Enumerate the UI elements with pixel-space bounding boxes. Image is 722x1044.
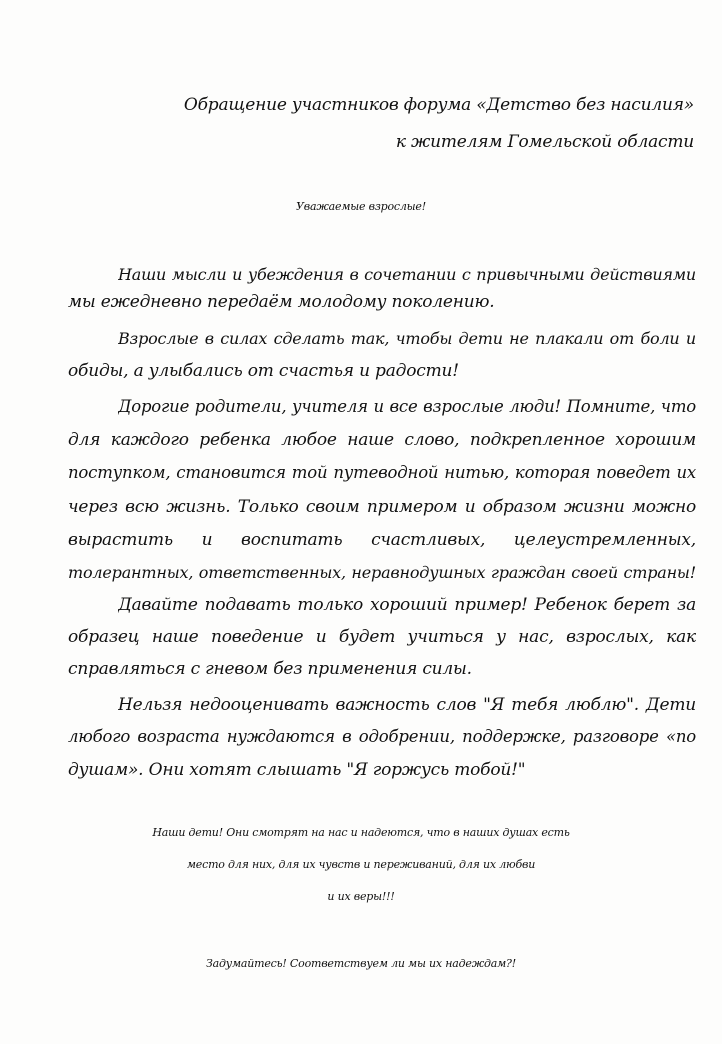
paragraph-4-line-1: Давайте подавать только хороший пример! Ребенок берет за xyxy=(118,595,696,615)
paragraph-3-line-5: вырастить и воспитать счастливых, целеустремленных, xyxy=(68,530,696,550)
paragraph-3-line-1: Дорогие родители, учителя и все взрослые люди! Помните, что xyxy=(118,397,696,416)
paragraph-4-line-3: справляться с гневом без применения силы. xyxy=(68,659,472,679)
paragraph-2-line-1: Взрослые в силах сделать так, чтобы дети не плакали от боли и xyxy=(118,329,696,348)
paragraph-4-line-2: образец наше поведение и будет учиться у нас, взрослых, как xyxy=(68,627,696,647)
header-addressee-line: к жителям Гомельской области xyxy=(395,132,694,152)
paragraph-5-line-3: душам». Они хотят слышать "Я горжусь тобой!" xyxy=(68,760,526,780)
paragraph-3-line-6: толерантных, ответственных, неравнодушных граждан своей страны! xyxy=(68,563,696,582)
paragraph-3-line-2: для каждого ребенка любое наше слово, подкрепленное хорошим xyxy=(68,430,696,450)
paragraph-5-line-2: любого возраста нуждаются в одобрении, поддержке, разговоре «по xyxy=(68,727,696,746)
paragraph-3-line-3: поступком, становится той путеводной нитью, которая поведет их xyxy=(68,463,696,482)
closing-line-1: Наши дети! Они смотрят на нас и надеются, что в наших душах есть xyxy=(152,826,570,839)
paragraph-5-line-1: Нельзя недооценивать важность слов "Я тебя люблю". Дети xyxy=(118,695,696,715)
paragraph-1-line-1: Наши мысли и убеждения в сочетании с привычными действиями xyxy=(118,265,696,284)
closing-line-2: место для них, для их чувств и переживаний, для их любви xyxy=(186,858,536,871)
paragraph-1-line-2: мы ежедневно передаём молодому поколению. xyxy=(68,292,495,312)
closing-line-3: и их веры!!! xyxy=(327,890,395,903)
paragraph-2-line-2: обиды, а улыбались от счастья и радости! xyxy=(68,361,459,381)
final-question: Задумайтесь! Соответствуем ли мы их надеждам?! xyxy=(206,957,516,970)
paragraph-3-line-4: через всю жизнь. Только своим примером и образом жизни можно xyxy=(68,497,696,517)
salutation: Уважаемые взрослые! xyxy=(296,200,426,213)
header-title-line: Обращение участников форума «Детство без насилия» xyxy=(183,95,694,115)
